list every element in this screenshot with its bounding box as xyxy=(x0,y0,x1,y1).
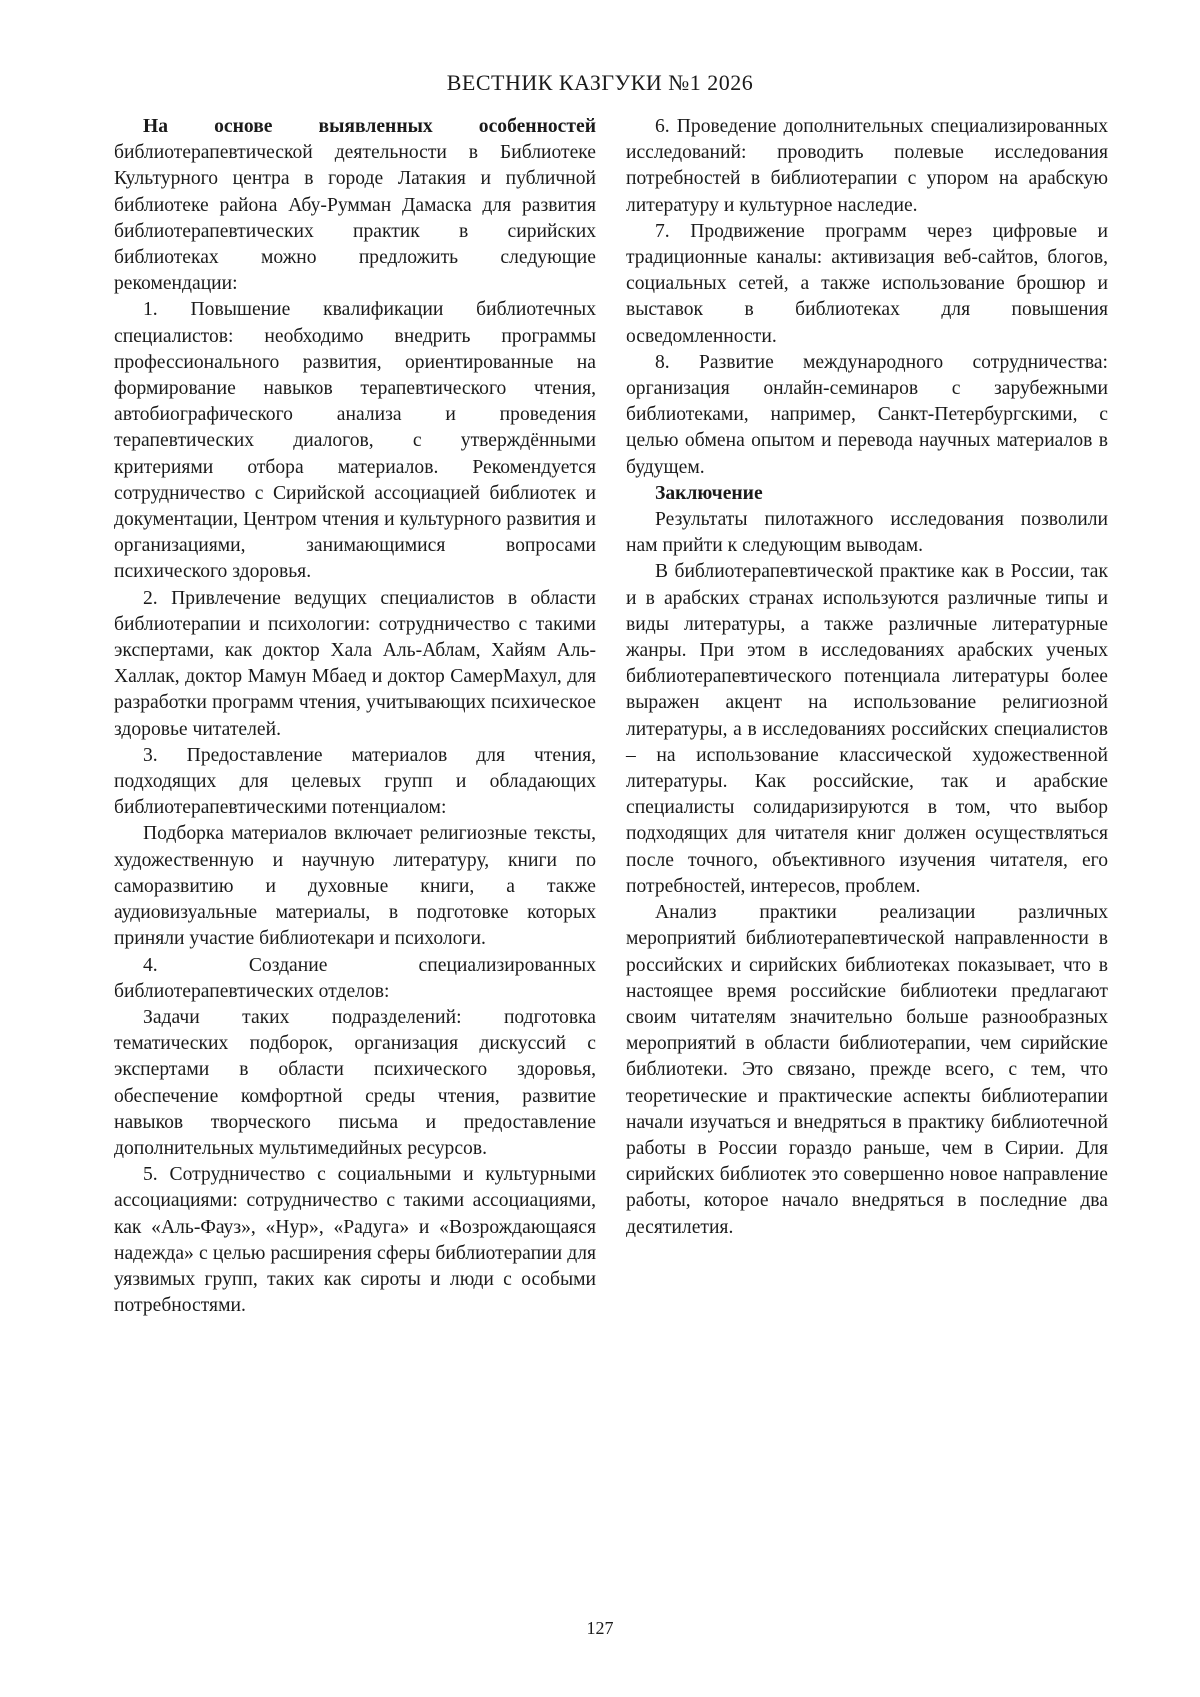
journal-header: ВЕСТНИК КАЗГУКИ №1 2026 xyxy=(446,70,754,95)
conclusion-paragraph-1: Результаты пилотажного исследования позволили нам прийти к следующим выводам. xyxy=(626,509,1108,557)
conclusion-paragraph-3: Анализ практики реализации различных мероприятий библиотерапевтической направленности в российских и сирийских библиотеках показывает, что в настоящее время российские библиотеки предлагают своим читателям значительно больше разнообразных мероприятий в области библиотерапии, чем сирийские библиотеки. Это связано, прежде всего, с тем, что теоретические и практические аспекты библиотерапии начали изучаться и внедряться в практику библиотечной работы в России гораздо раньше, чем в Сирии. Для сирийских библиотек это совершенно новое направление работы, которое начало внедряться в последние два десятилетия. xyxy=(626,902,1108,1238)
page-number: 127 xyxy=(586,1618,614,1638)
intro-text: библиотерапевтической деятельности в Библиотеке Культурного центра в городе Латакия и публичной библиотеке района Абу-Румман Дамаска для развития библиотерапевтических практик в сирийских библиотеках можно предложить следующие рекомендации: xyxy=(114,142,596,295)
recommendation-2: 2. Привлечение ведущих специалистов в области библиотерапии и психологии: сотрудничество с такими экспертами, как доктор Хала Аль-Аблам, Хайям Аль-Халлак, доктор Мамун Мбаед и доктор СамерМахул, для разработки программ чтения, учитывающих психическое здоровье читателей. xyxy=(114,587,596,740)
recommendation-6: 6. Проведение дополнительных специализированных исследований: проводить полевые исследования потребностей в библиотерапии с упором на арабскую литературу и культурное наследие. xyxy=(626,116,1108,216)
recommendation-4: 4. Создание специализированных библиотерапевтических отделов: xyxy=(114,954,596,1002)
intro-paragraph xyxy=(114,114,596,297)
recommendation-7: 7. Продвижение программ через цифровые и традиционные каналы: активизация веб-сайтов, блогов, социальных сетей, а также использование брошюр и выставок в библиотеках для повышения осведомленности. xyxy=(626,220,1108,347)
conclusion-heading: Заключение xyxy=(655,482,763,504)
recommendation-8: 8. Развитие международного сотрудничества: организация онлайн-семинаров с зарубежными библиотеками, например, Санкт-Петербургскими, с целью обмена опытом и перевода научных материалов в будущем. xyxy=(626,351,1108,478)
right-column xyxy=(626,114,1108,1241)
conclusion-paragraph-2: В библиотерапевтической практике как в России, так и в арабских странах используются различные типы и виды литературы, а также различные литературные жанры. При этом в исследованиях арабских ученых библиотерапевтического потенциала литературы более выражен акцент на использование религиозной литературы, а в исследованиях российских специалистов – на использование классической художественной литературы. Как российские, так и арабские специалисты солидаризируются в том, что выбор подходящих для читателя книг должен осуществляться после точного, объективного изучения читателя, его потребностей, интересов, проблем. xyxy=(626,561,1108,897)
recommendation-1: 1. Повышение квалификации библиотечных специалистов: необходимо внедрить программы профессионального развития, ориентированные на формирование навыков терапевтического чтения, автобиографического анализа и проведения терапевтических диалогов, с утверждёнными критериями отбора материалов. Рекомендуется сотрудничество с Сирийской ассоциацией библиотек и документации, Центром чтения и культурного развития и организациями, занимающимися вопросами психического здоровья. xyxy=(114,299,596,583)
intro-bold-lead: На основе выявленных особенностей xyxy=(143,116,596,137)
recommendation-4-detail: Задачи таких подразделений: подготовка тематических подборок, организация дискуссий с экспертами в области психического здоровья, обеспечение комфортной среды чтения, развитие навыков творческого письма и предоставление дополнительных мультимедийных ресурсов. xyxy=(114,1006,596,1159)
recommendation-3: 3. Предоставление материалов для чтения, подходящих для целевых групп и обладающих библиотерапевтическими потенциалом: xyxy=(114,744,596,819)
recommendation-5: 5. Сотрудничество с социальными и культурными ассоциациями: сотрудничество с такими ассоциациями, как «Аль-Фауз», «Нур», «Радуга» и «Возрождающаяся надежда» с целью расширения сферы библиотерапии для уязвимых групп, таких как сироты и люди с особыми потребностями. xyxy=(114,1164,596,1317)
left-column xyxy=(114,114,596,1319)
recommendation-3-detail: Подборка материалов включает религиозные тексты, художественную и научную литературу, книги по саморазвитию и духовные книги, а также аудиовизуальные материалы, в подготовке которых приняли участие библиотекари и психологи. xyxy=(114,823,596,950)
